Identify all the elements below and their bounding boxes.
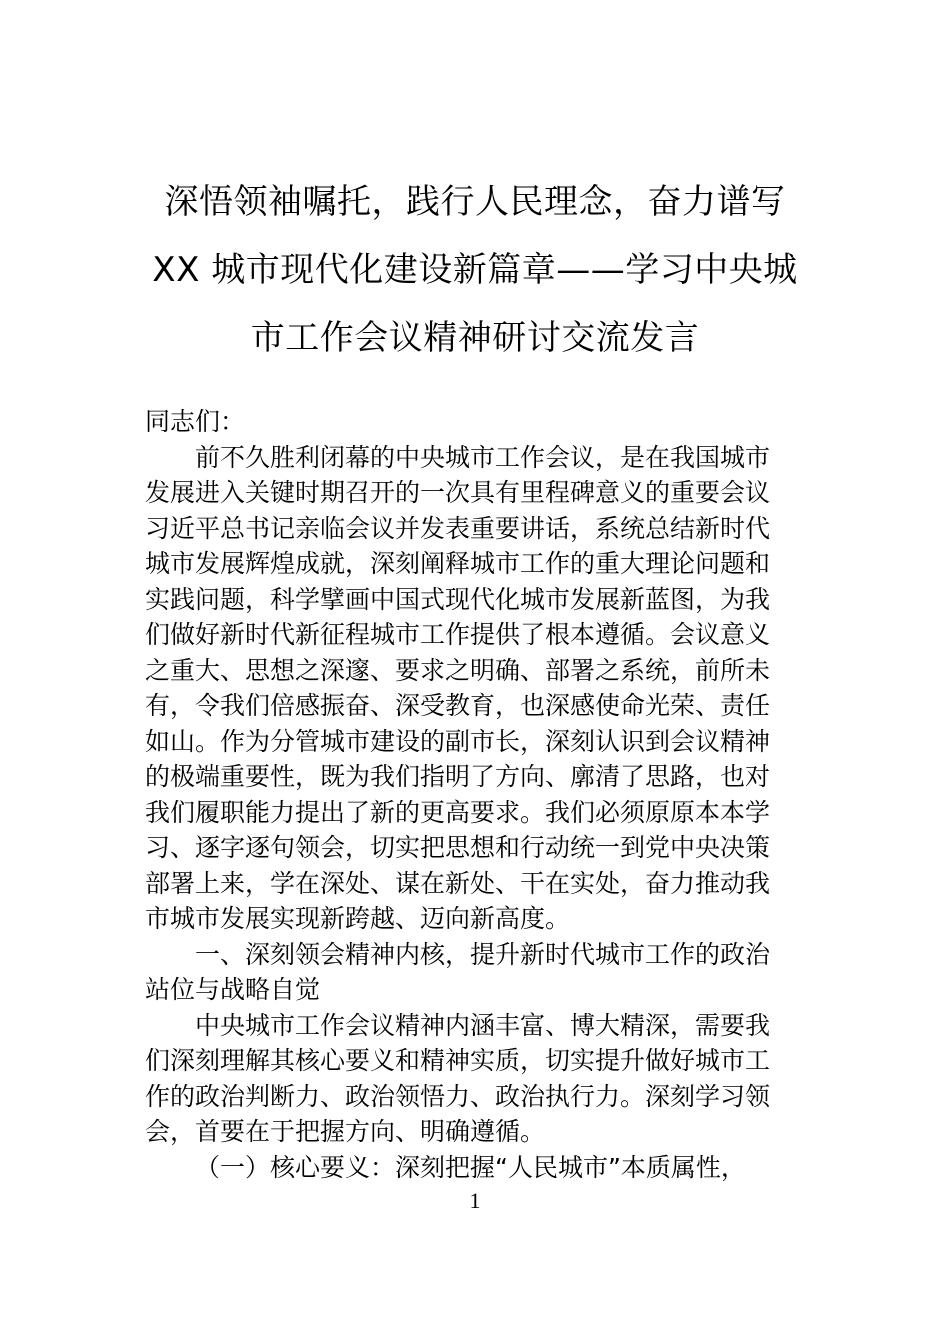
paragraph-intro bbox=[145, 440, 809, 937]
heading-line: 一、深刻领会精神内核，提升新时代城市工作的政治 bbox=[195, 939, 771, 969]
paragraph-line: 部署上来，学在深处、谋在新处、干在实处，奋力推动我 bbox=[145, 868, 771, 898]
page-number: 1 bbox=[469, 1188, 481, 1213]
paragraph-line: 实践问题，科学擘画中国式现代化城市发展新蓝图，为我 bbox=[145, 584, 771, 614]
paragraph-line: 作的政治判断力、政治领悟力、政治执行力。深刻学习领 bbox=[145, 1081, 771, 1111]
paragraph-line: 市城市发展实现新跨越、迈向新高度。 bbox=[145, 904, 571, 933]
section-heading-1 bbox=[145, 937, 809, 1008]
paragraph-line: 发展进入关键时期召开的一次具有里程碑意义的重要会议 bbox=[145, 478, 771, 507]
paragraph-line: 之重大、思想之深邃、要求之明确、部署之系统，前所未 bbox=[145, 655, 771, 685]
salutation: 同志们： bbox=[145, 407, 246, 436]
paragraph-line: 中央城市工作会议精神内涵丰富、博大精深，需要我 bbox=[195, 1010, 771, 1040]
paragraph-line: 会，首要在于把握方向、明确遵循。 bbox=[145, 1117, 546, 1146]
paragraph-line: 前不久胜利闭幕的中央城市工作会议，是在我国城市 bbox=[195, 442, 771, 472]
paragraph-line: 有，令我们倍感振奋、深受教育，也深感使命光荣、责任 bbox=[145, 691, 771, 720]
paragraph-line: 习、逐字逐句领会，切实把思想和行动统一到党中央决策 bbox=[145, 833, 771, 862]
heading-line: 站位与战略自觉 bbox=[145, 975, 321, 1004]
paragraph-line: 们做好新时代新征程城市工作提供了根本遵循。会议意义 bbox=[145, 620, 771, 649]
paragraph-line: 习近平总书记亲临会议并发表重要讲话，系统总结新时代 bbox=[145, 513, 771, 543]
paragraph-section-1 bbox=[145, 1008, 809, 1150]
title-line: XX 城市现代化建设新篇章——学习中央城 bbox=[152, 250, 798, 290]
paragraph-line: 如山。作为分管城市建设的副市长，深刻认识到会议精神 bbox=[145, 726, 771, 756]
document-body bbox=[145, 404, 809, 1185]
document-title bbox=[140, 168, 810, 372]
paragraph-line: 的极端重要性，既为我们指明了方向、廓清了思路，也对 bbox=[145, 762, 771, 791]
subheading-1: （一）核心要义：深刻把握“人民城市”本质属性， bbox=[195, 1152, 746, 1182]
paragraph-line: 我们履职能力提出了新的更高要求。我们必须原原本本学 bbox=[145, 797, 771, 827]
title-line: 深悟领袖嘱托，践行人民理念，奋力谱写 bbox=[164, 182, 786, 222]
paragraph-line: 们深刻理解其核心要义和精神实质，切实提升做好城市工 bbox=[145, 1046, 771, 1075]
paragraph-line: 城市发展辉煌成就，深刻阐释城市工作的重大理论问题和 bbox=[145, 549, 771, 578]
title-line: 市工作会议精神研讨交流发言 bbox=[250, 318, 700, 358]
